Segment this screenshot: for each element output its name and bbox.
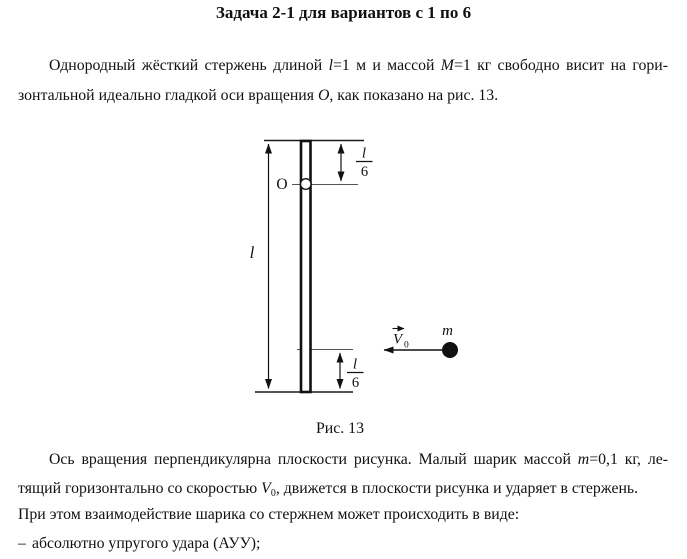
pivot-label: O xyxy=(276,176,288,193)
ball xyxy=(442,342,458,358)
text-segment: =1 м и массой xyxy=(332,57,441,74)
text-segment: Ось вращения перпендикулярна плоскости рисунка. Малый шарик массой xyxy=(49,451,578,468)
length-label: l xyxy=(249,243,255,262)
bullet-item xyxy=(18,535,668,553)
text-segment: При этом взаимодействие шарика со стержнем может происходить в виде: xyxy=(18,506,520,523)
bullet-dash: – xyxy=(18,535,26,552)
figure-caption: Рис. 13 xyxy=(316,420,364,437)
page-title: Задача 2-1 для вариантов с 1 по 6 xyxy=(215,3,472,22)
text-segment: =0,1 кг, ле- xyxy=(589,451,669,468)
velocity-symbol: V xyxy=(393,331,403,348)
fraction-denominator: 6 xyxy=(351,375,360,391)
fraction-numerator: l xyxy=(361,145,367,162)
text-segment: тящий горизонтально со скоростью xyxy=(18,480,262,497)
problem-statement-line-2 xyxy=(18,87,668,105)
variable-V0: V xyxy=(261,480,271,497)
variable-l: l xyxy=(328,57,333,74)
ball-mass-label: m xyxy=(442,323,453,339)
velocity-label xyxy=(393,329,410,351)
problem-statement-line-3 xyxy=(18,451,668,469)
bullet-text: абсолютно упругого удара (АУУ); xyxy=(32,535,261,552)
lower-sixth-fraction xyxy=(347,357,364,392)
problem-statement-line-4 xyxy=(18,480,668,500)
fraction-denominator: 6 xyxy=(360,164,369,180)
text-segment: Однородный жёсткий стержень длиной xyxy=(49,57,329,74)
velocity-subscript: 0 xyxy=(404,340,409,351)
fraction-numerator: l xyxy=(352,356,358,373)
text-segment: , как показано на рис. 13. xyxy=(329,87,499,104)
problem-statement-line-5 xyxy=(18,506,668,524)
pivot-circle xyxy=(301,179,312,190)
variable-V0-subscript: 0 xyxy=(270,488,276,499)
text-segment: =1 кг свободно висит на гори- xyxy=(453,57,668,74)
variable-O: O xyxy=(317,87,330,104)
text-segment: , движется в плоскости рисунка и ударяет в стержень. xyxy=(275,480,639,497)
text-segment: зонтальной идеально гладкой оси вращения xyxy=(18,87,318,104)
problem-statement-line-1 xyxy=(18,57,668,75)
variable-m: m xyxy=(577,451,590,468)
figure-rod-diagram xyxy=(240,128,470,400)
variable-M: M xyxy=(440,57,454,74)
upper-sixth-fraction xyxy=(356,146,373,181)
